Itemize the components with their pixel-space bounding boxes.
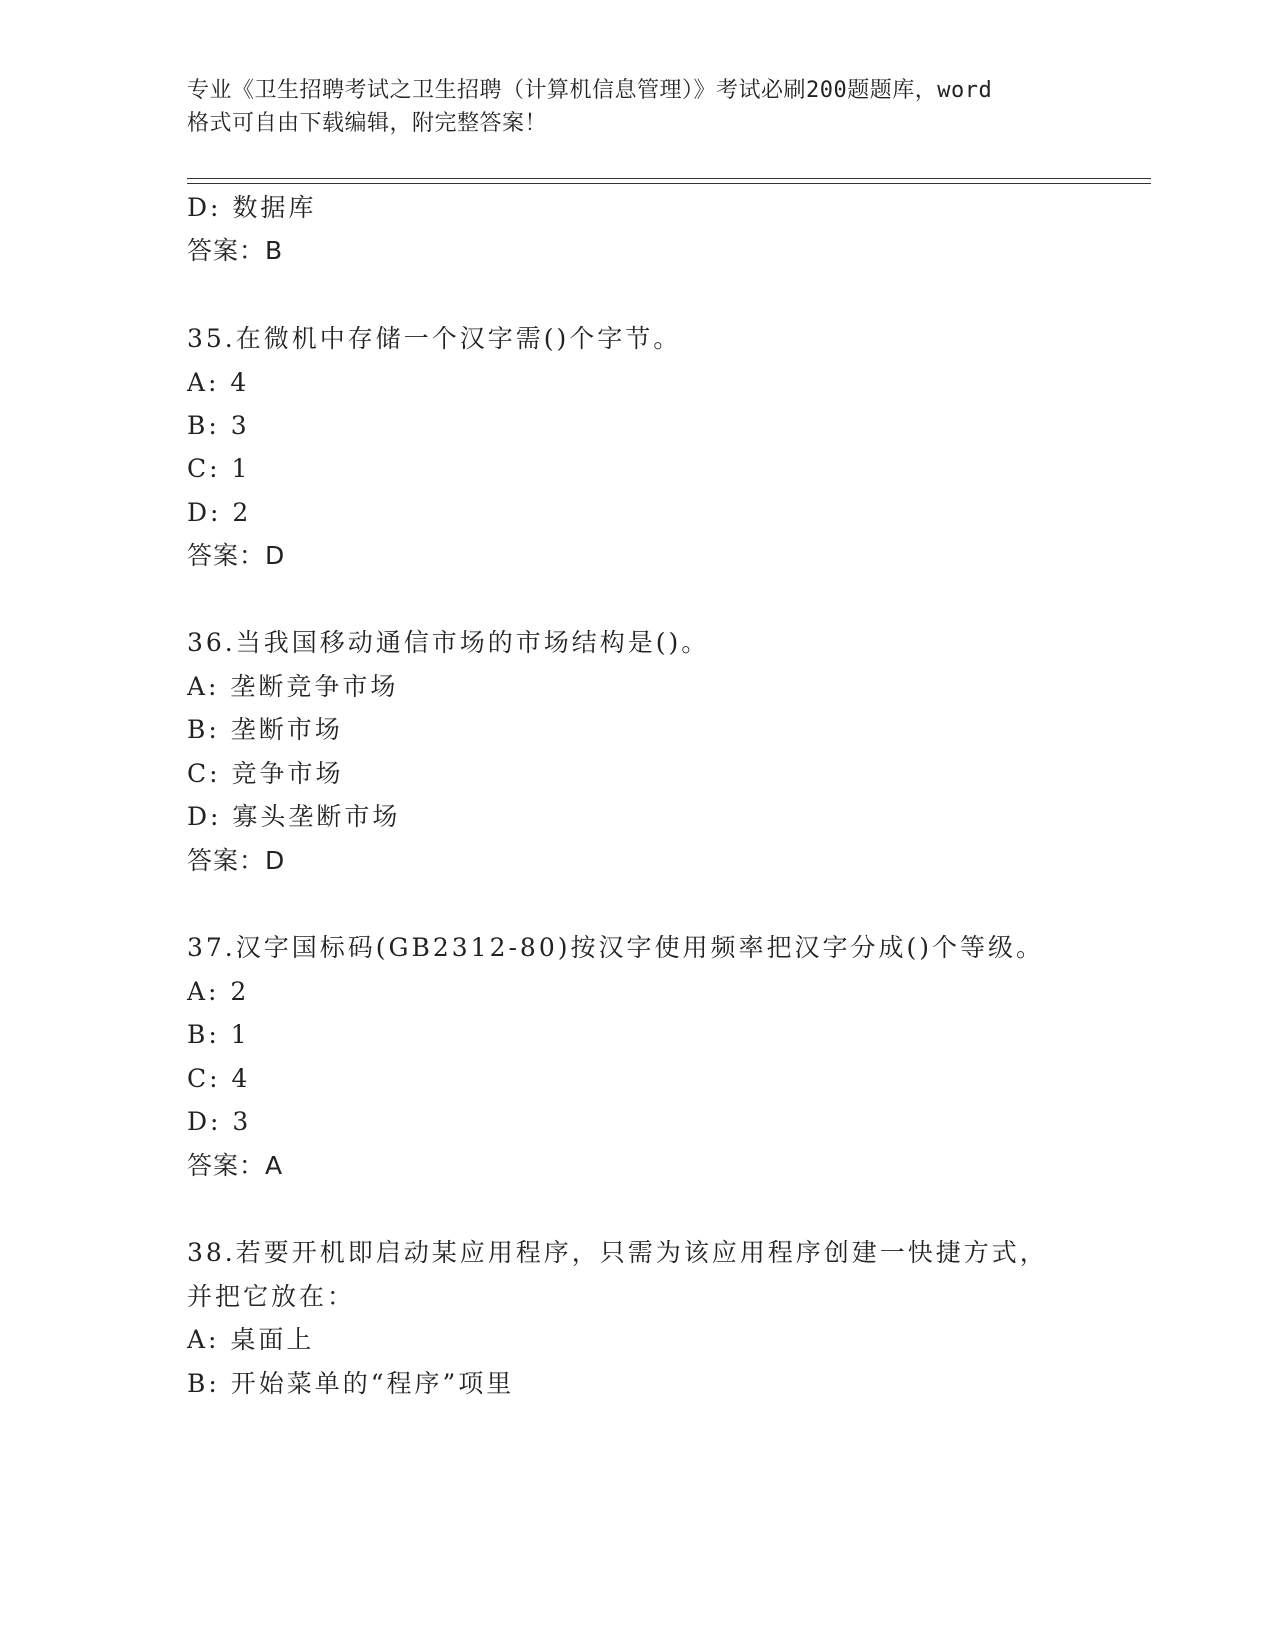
option-c: C: 竞争市场 — [187, 759, 344, 788]
answer: 答案：B — [187, 236, 284, 265]
option-c: C: 4 — [187, 1064, 251, 1093]
question-stem: 38.若要开机即启动某应用程序，只需为该应用程序创建一快捷方式， — [187, 1238, 1048, 1267]
answer: 答案：D — [187, 541, 286, 570]
question-stem: 35.在微机中存储一个汉字需()个字节。 — [187, 324, 682, 353]
option-d: D: 2 — [187, 498, 252, 527]
header-divider-bottom — [187, 183, 1151, 184]
option-b: B: 开始菜单的“程序”项里 — [187, 1369, 515, 1398]
option-a: A: 垄断竞争市场 — [187, 672, 399, 701]
option-c: C: 1 — [187, 454, 251, 483]
header-line-2: 格式可自由下载编辑，附完整答案！ — [187, 111, 548, 136]
question-stem: 36.当我国移动通信市场的市场结构是()。 — [187, 628, 710, 657]
option-b: B: 1 — [187, 1020, 250, 1049]
option-b: B: 垄断市场 — [187, 715, 343, 744]
option-b: B: 3 — [187, 411, 250, 440]
option-a: A: 4 — [187, 368, 250, 397]
option-d: D: 3 — [187, 1107, 252, 1136]
option-a: A: 2 — [187, 977, 250, 1006]
header-divider-top — [187, 178, 1151, 179]
option-a: A: 桌面上 — [187, 1325, 315, 1354]
question-stem: 37.汉字国标码(GB2312-80)按汉字使用频率把汉字分成()个等级。 — [187, 933, 1044, 962]
answer: 答案：D — [187, 846, 286, 875]
option-d: D: 数据库 — [187, 193, 317, 222]
header-line-1: 专业《卫生招聘考试之卫生招聘（计算机信息管理）》考试必刷200题题库，word — [187, 78, 993, 103]
option-d: D: 寡头垄断市场 — [187, 802, 401, 831]
question-stem-continued: 并把它放在： — [187, 1282, 356, 1311]
answer: 答案：A — [187, 1151, 284, 1180]
document-header — [187, 74, 1087, 140]
